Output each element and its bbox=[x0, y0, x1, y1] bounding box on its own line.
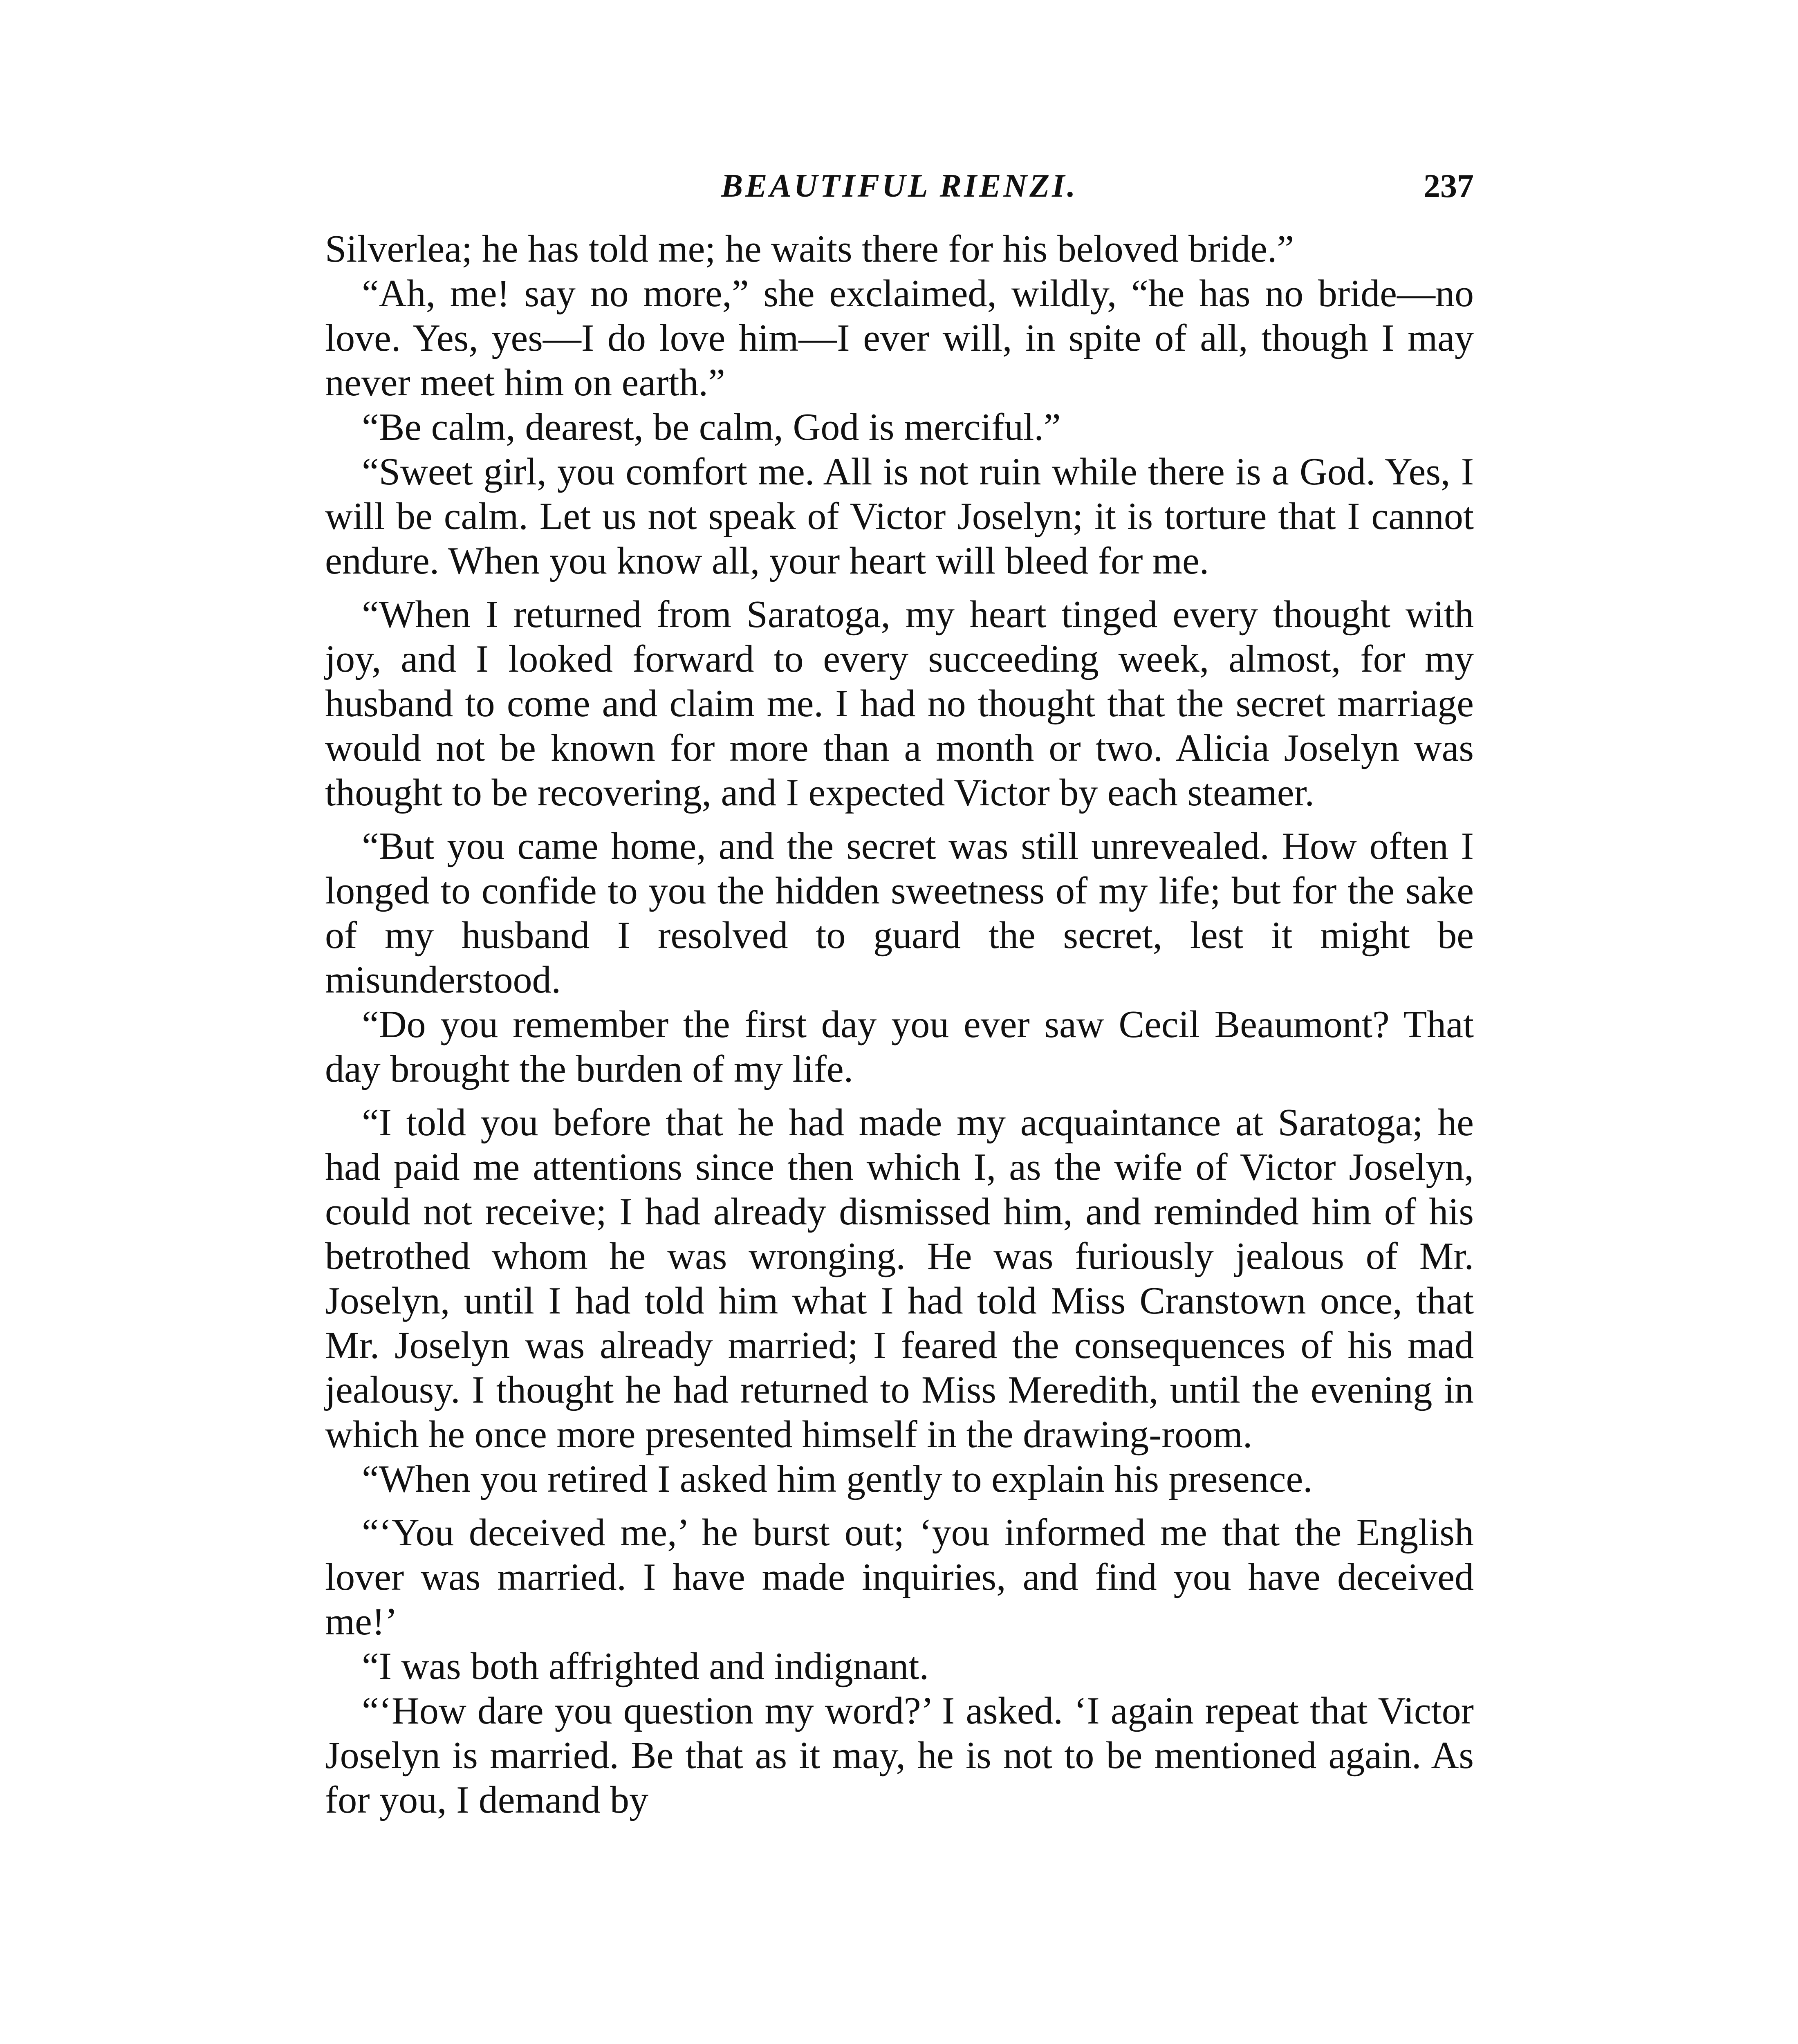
paragraph: “‘You deceived me,’ he burst out; ‘you informed me that the English lover was married. I have made inquiries, and find you have deceived me!’ bbox=[325, 1511, 1474, 1643]
running-head bbox=[325, 161, 1474, 211]
paragraph: “Ah, me! say no more,” she exclaimed, wildly, “he has no bride—no love. Yes, yes—I do love him—I ever will, in spite of all, though I may never meet him on earth.” bbox=[325, 272, 1474, 404]
paragraph: “I told you before that he had made my acquaintance at Saratoga; he had paid me attentions since then which I, as the wife of Victor Joselyn, could not receive; I had already dismissed him, and reminded him of his betrothed whom he was wronging. He was furiously jealous of Mr. Joselyn, until I had told him what I had told Miss Cranstown once, that Mr. Joselyn was already married; I feared the consequences of his mad jealousy. I thought he had returned to Miss Meredith, until the evening in which he once more presented himself in the drawing-room. bbox=[325, 1101, 1474, 1456]
body-text bbox=[325, 227, 1474, 1822]
paragraph: “Do you remember the first day you ever saw Cecil Beaumont? That day brought the burden of my life. bbox=[325, 1003, 1474, 1090]
paragraph: “When you retired I asked him gently to explain his presence. bbox=[362, 1458, 1313, 1500]
paragraph: “Sweet girl, you comfort me. All is not ruin while there is a God. Yes, I will be calm. Let us not speak of Victor Joselyn; it is torture that I cannot endure. When you know all, your heart will bleed for me. bbox=[325, 450, 1474, 582]
paragraph: “Be calm, dearest, be calm, God is merciful.” bbox=[362, 406, 1061, 448]
paragraph: “I was both affrighted and indignant. bbox=[362, 1645, 929, 1688]
paragraph: “When I returned from Saratoga, my heart tinged every thought with joy, and I looked forward to every succeeding week, almost, for my husband to come and claim me. I had no thought that the secret marriage would not be known for more than a month or two. Alicia Joselyn was thought to be recovering, and I expected Victor by each steamer. bbox=[325, 593, 1474, 814]
paragraph: “But you came home, and the secret was still unrevealed. How often I longed to confide to you the hidden sweetness of my life; but for the sake of my husband I resolved to guard the secret, lest it might be misunderstood. bbox=[325, 825, 1474, 1001]
paragraph: “‘How dare you question my word?’ I asked. ‘I again repeat that Victor Joselyn is married. Be that as it may, he is not to be mentioned again. As for you, I demand by bbox=[325, 1690, 1474, 1821]
page-number: 237 bbox=[1424, 167, 1474, 204]
paragraph: Silverlea; he has told me; he waits there for his beloved bride.” bbox=[325, 228, 1294, 270]
running-title: BEAUTIFUL RIENZI. bbox=[721, 168, 1078, 204]
